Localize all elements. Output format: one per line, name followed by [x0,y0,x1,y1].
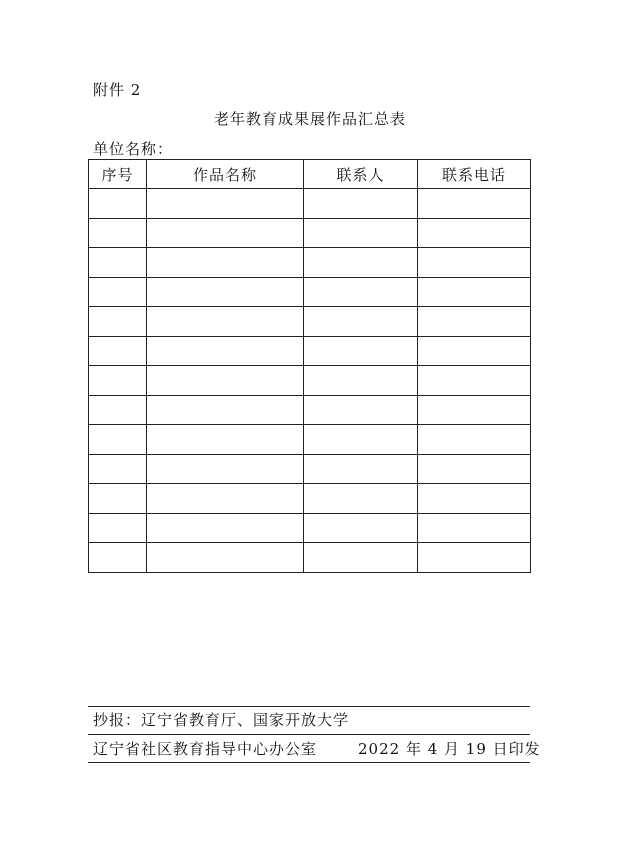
table-cell [418,395,531,425]
summary-table [88,159,531,573]
table-row [89,218,531,248]
header-contact: 联系人 [304,160,418,189]
table-cell [418,277,531,307]
attachment-label: 附件 2 [93,81,142,99]
table-cell [418,513,531,543]
table-row [89,336,531,366]
table-cell [147,248,304,278]
table-cell [418,425,531,455]
table-cell [89,454,147,484]
table-cell [418,218,531,248]
table-row [89,307,531,337]
table-row [89,484,531,514]
table-cell [418,307,531,337]
table-cell [418,248,531,278]
table-cell [89,484,147,514]
table-cell [304,307,418,337]
table-cell [304,366,418,396]
table-cell [89,425,147,455]
table-row [89,189,531,219]
table-cell [147,425,304,455]
table-row [89,366,531,396]
table-cell [147,543,304,573]
header-phone: 联系电话 [418,160,531,189]
table-cell [147,513,304,543]
table-cell [304,189,418,219]
table-cell [304,336,418,366]
table-cell [304,513,418,543]
table-row [89,543,531,573]
table-row [89,425,531,455]
footer-bottom-rule [88,762,530,763]
table-cell [147,307,304,337]
table-cell [304,454,418,484]
table-row [89,454,531,484]
table-cell [147,366,304,396]
table-cell [418,484,531,514]
table-cell [147,484,304,514]
footer-middle-rule [88,734,530,735]
table-cell [89,336,147,366]
table-cell [418,366,531,396]
table-row [89,277,531,307]
table-cell [89,189,147,219]
unit-name-label: 单位名称： [93,140,174,158]
table-cell [304,543,418,573]
issue-date: 2022 年 4 月 19 日印发 [358,740,541,758]
table-cell [304,218,418,248]
table-cell [418,543,531,573]
table-cell [89,248,147,278]
issuer-office: 辽宁省社区教育指导中心办公室 [93,740,318,758]
table-cell [89,307,147,337]
table-cell [89,513,147,543]
table-row [89,513,531,543]
table-cell [304,248,418,278]
table-cell [304,395,418,425]
table-row [89,248,531,278]
table-cell [89,395,147,425]
header-index: 序号 [89,160,147,189]
table-cell [89,366,147,396]
table-cell [418,189,531,219]
page-title: 老年教育成果展作品汇总表 [213,110,406,128]
report-to-line: 抄报：辽宁省教育厅、国家开放大学 [93,711,350,729]
table-cell [304,484,418,514]
table-cell [304,277,418,307]
table-row [89,395,531,425]
table-cell [89,218,147,248]
footer-top-rule [88,706,530,707]
table-cell [418,336,531,366]
table-cell [147,277,304,307]
table-cell [89,543,147,573]
table-body [89,189,531,573]
table-cell [147,336,304,366]
table-cell [147,454,304,484]
header-work-name: 作品名称 [147,160,304,189]
table-cell [304,425,418,455]
table-cell [89,277,147,307]
table-cell [147,189,304,219]
table-cell [147,395,304,425]
table-cell [147,218,304,248]
table-cell [418,454,531,484]
table-header-row [89,160,531,189]
